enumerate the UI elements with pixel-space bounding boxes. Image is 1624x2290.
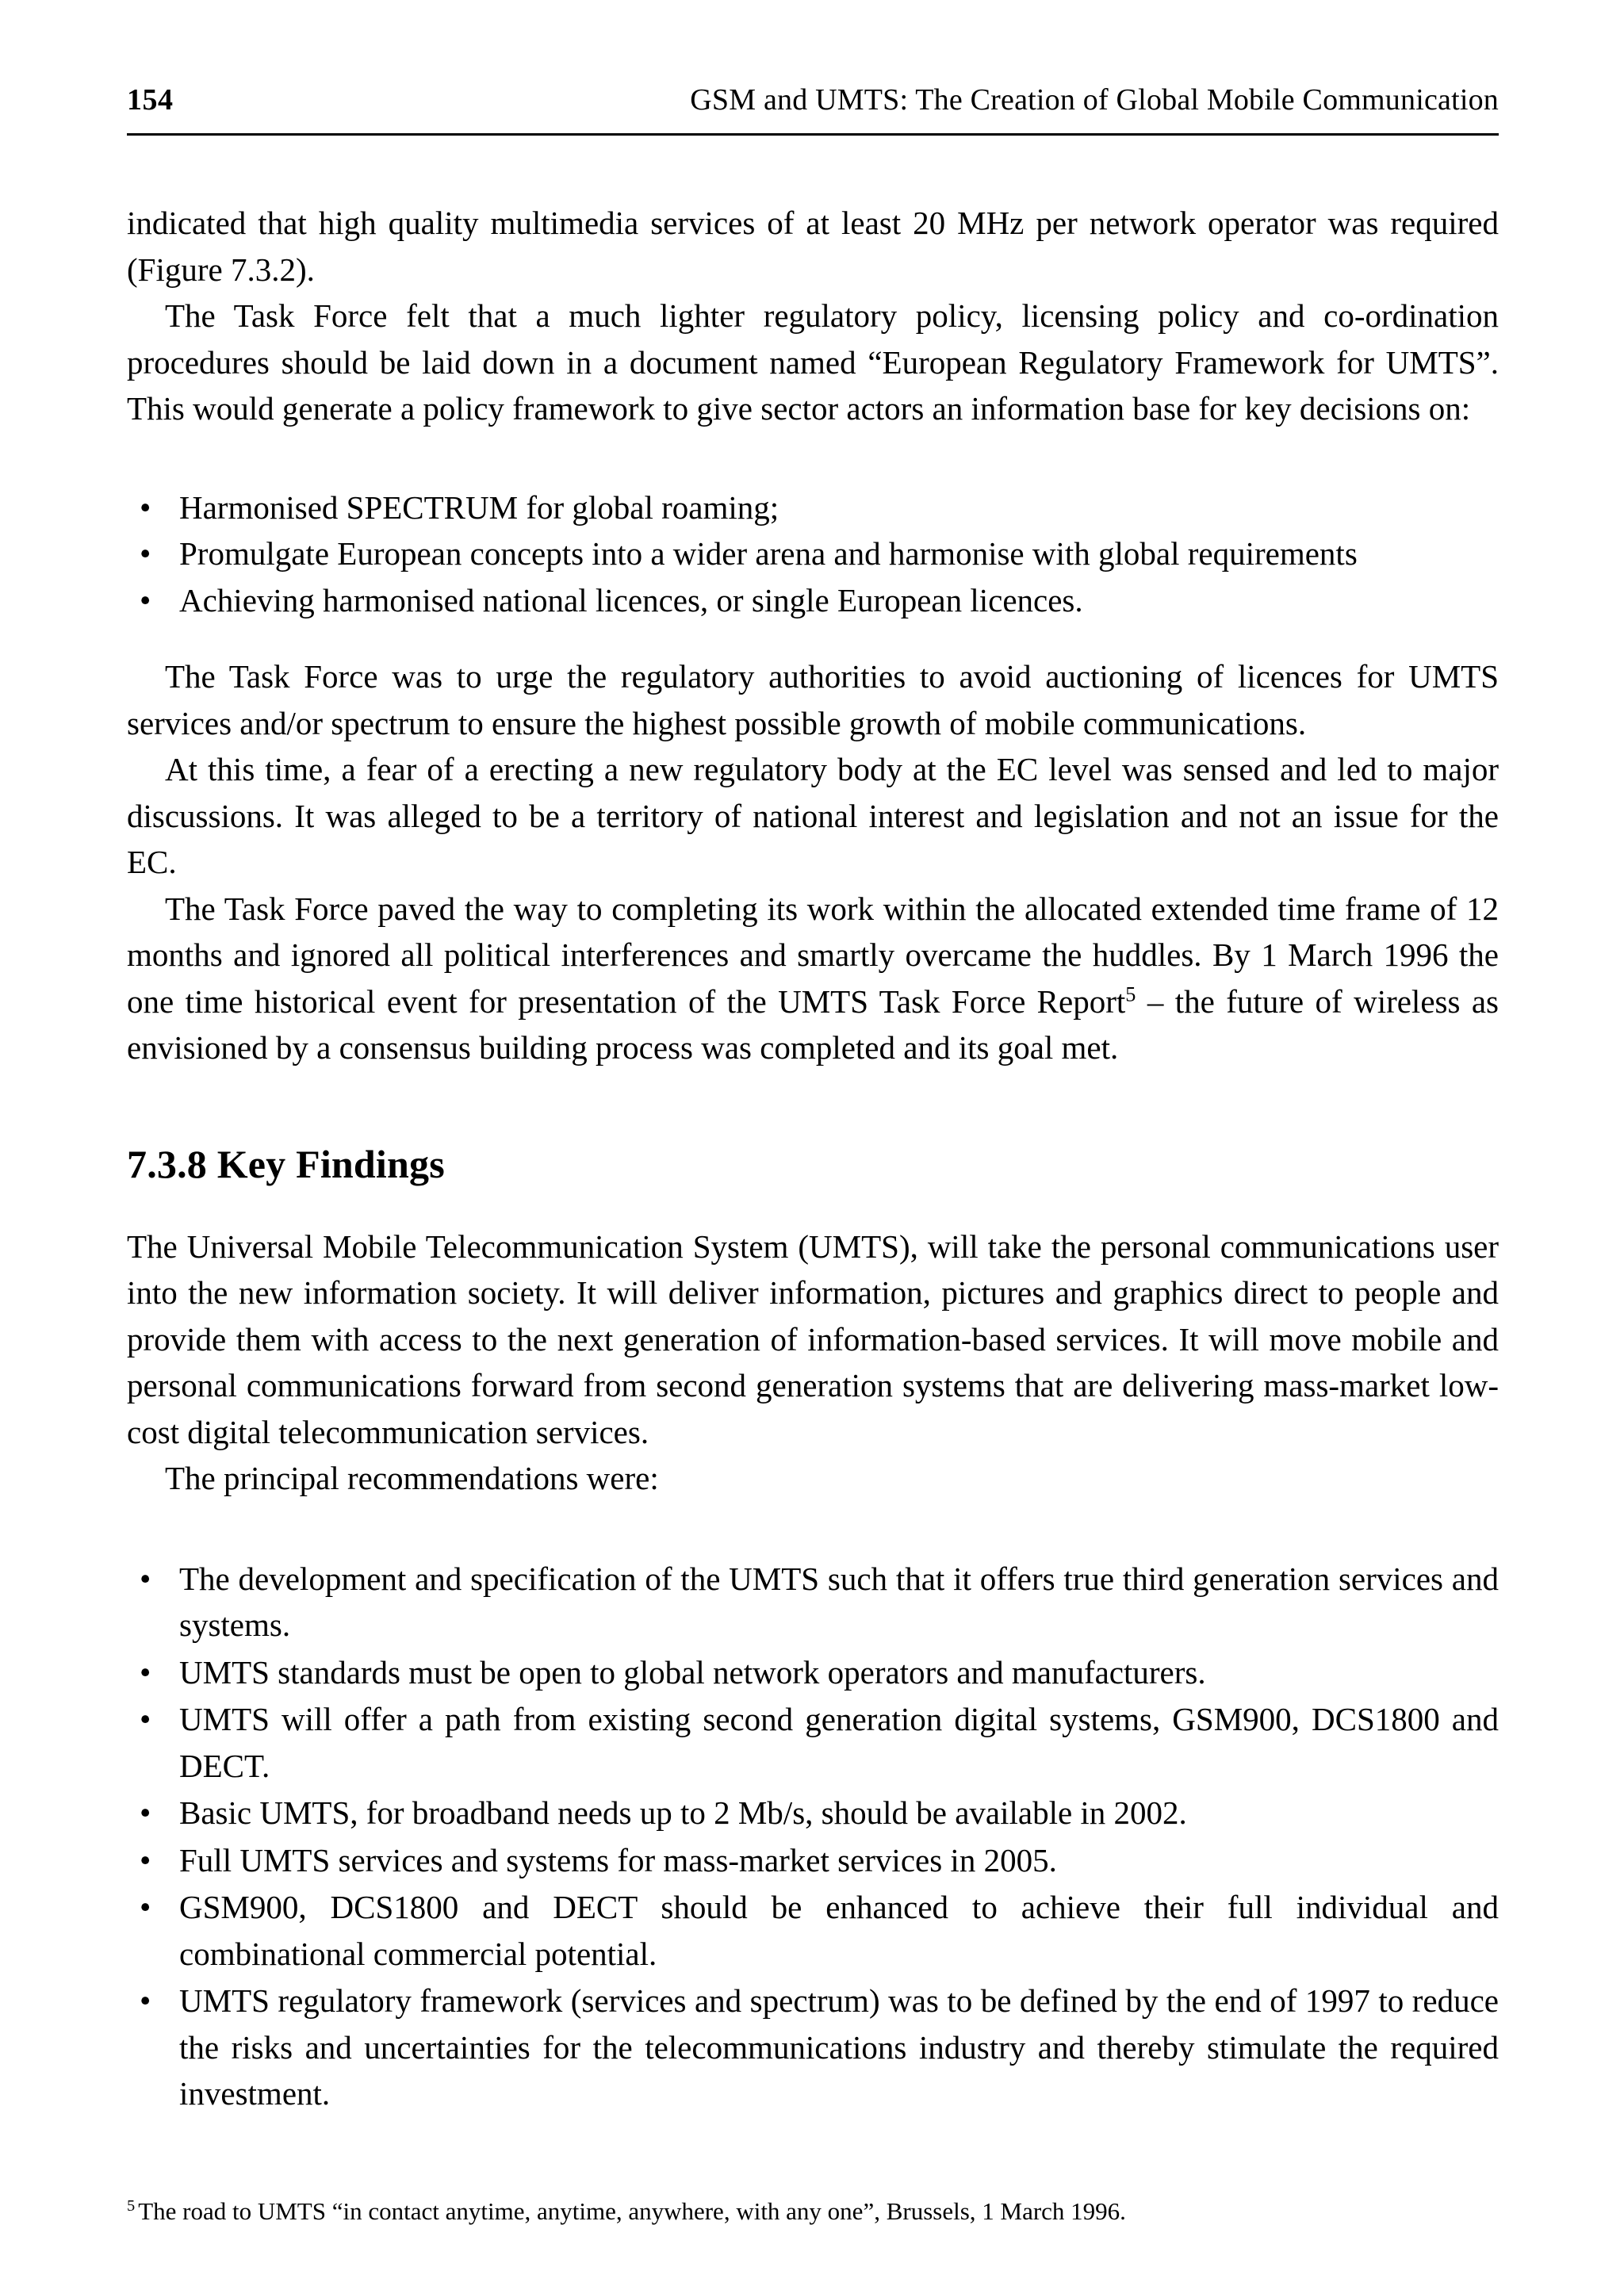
list-item-label: Promulgate European concepts into a wider arena and harmonise with global requirements bbox=[179, 535, 1358, 572]
spacer bbox=[127, 1502, 1499, 1524]
list-item-label: Full UMTS services and systems for mass-market services in 2005. bbox=[179, 1841, 1057, 1878]
table-row bbox=[127, 1790, 1499, 1836]
list-item-label: Achieving harmonised national licences, or single European licences. bbox=[179, 581, 1083, 618]
list-item-label: GSM900, DCS1800 and DECT should be enhanced to achieve their full individual and combinational commercial potential. bbox=[179, 1889, 1499, 1972]
text-column bbox=[127, 200, 1499, 2118]
paragraph-principal-recommendations: The principal recommendations were: bbox=[165, 1460, 659, 1496]
bullet-icon: • bbox=[140, 535, 151, 572]
table-row bbox=[127, 1884, 1499, 1977]
footnote-marker: 5 bbox=[127, 2196, 136, 2215]
list-recommendations bbox=[127, 1556, 1499, 2117]
paragraph-task-force-completion bbox=[127, 886, 1499, 1071]
paragraph-continued: indicated that high quality multimedia services of at least 20 MHz per network operator was required (Figure 7.3.2). bbox=[127, 205, 1499, 288]
table-row bbox=[127, 1978, 1499, 2117]
running-header bbox=[127, 82, 1499, 117]
list-item-label: UMTS regulatory framework (services and spectrum) was to be defined by the end of 1997 to reduce the risks and uncertainties for the telecommunications industry and thereby stimulate the required investment. bbox=[179, 1982, 1499, 2112]
list-item-label: UMTS standards must be open to global network operators and manufacturers. bbox=[179, 1653, 1206, 1691]
header-rule bbox=[127, 133, 1499, 136]
spacer bbox=[127, 1189, 1499, 1224]
bullet-icon: • bbox=[140, 1653, 151, 1691]
spacer bbox=[127, 1071, 1499, 1139]
bullet-icon: • bbox=[140, 1982, 151, 2019]
paragraph-avoid-auctioning: The Task Force was to urge the regulatory authorities to avoid auctioning of licences for UMTS services and/or spectrum to ensure the highest possible growth of mobile communications. bbox=[127, 658, 1499, 741]
list-item-label: The development and specification of the UMTS such that it offers true third generation services and systems. bbox=[179, 1560, 1499, 1643]
paragraph-task-force-regulatory: The Task Force felt that a much lighter regulatory policy, licensing policy and co-ordination procedures should be laid down in a document named “European Regulatory Framework for UMTS”. This would generate a policy framework to give sector actors an information base for key decisions on: bbox=[127, 297, 1499, 427]
list-item bbox=[127, 577, 1499, 624]
table-row bbox=[127, 1556, 1499, 1649]
table-row bbox=[127, 1837, 1499, 1884]
paragraph-text-before-footnote: The Task Force paved the way to completing its work within the allocated extended time frame of 12 months and ignored all political interferences and smartly overcame the huddles. By 1 March 1996 the one time historical event for presentation of the UMTS Task Force Report bbox=[127, 890, 1499, 1020]
list-item bbox=[127, 484, 1499, 531]
bullet-icon: • bbox=[140, 1841, 151, 1878]
list-item-label: Harmonised SPECTRUM for global roaming; bbox=[179, 488, 779, 526]
table-row bbox=[127, 1696, 1499, 1789]
paragraph-ec-regulatory-body: At this time, a fear of a erecting a new regulatory body at the EC level was sensed and led to major discussions. It was alleged to be a territory of national interest and legislation and not an issue for the EC. bbox=[127, 751, 1499, 880]
paragraph-umts-overview: The Universal Mobile Telecommunication System (UMTS), will take the personal communications user into the new information society. It will deliver information, pictures and graphics direct to people and provide them with access to the next generation of information-based services. It will move mobile and personal communications forward from second generation systems that are delivering mass-market low-cost digital telecommunication services. bbox=[127, 1227, 1499, 1450]
footnote-text: The road to UMTS “in contact anytime, anytime, anywhere, with any one”, Brussels, 1 March 1996. bbox=[138, 2197, 1126, 2225]
list-key-decisions bbox=[127, 484, 1499, 624]
bullet-icon: • bbox=[140, 1701, 151, 1737]
bullet-icon: • bbox=[140, 488, 151, 526]
table-row bbox=[127, 1649, 1499, 1696]
spacer bbox=[127, 432, 1499, 454]
book-title: GSM and UMTS: The Creation of Global Mobile Communication bbox=[690, 83, 1499, 117]
section-heading-key-findings: 7.3.8 Key Findings bbox=[127, 1141, 445, 1186]
footnote bbox=[127, 2195, 1499, 2228]
bullet-icon: • bbox=[140, 1560, 151, 1597]
bullet-icon: • bbox=[140, 1794, 151, 1831]
list-item-label: Basic UMTS, for broadband needs up to 2 Mb/s, should be available in 2002. bbox=[179, 1794, 1187, 1831]
footnote-reference: 5 bbox=[1125, 982, 1136, 1005]
bullet-icon: • bbox=[140, 581, 151, 618]
list-item bbox=[127, 530, 1499, 577]
paragraph-text-after-footnote: – the future of wireless as envisioned by a consensus building process was completed and its goal met. bbox=[127, 982, 1499, 1066]
bullet-icon: • bbox=[140, 1889, 151, 1925]
list-item-label: UMTS will offer a path from existing second generation digital systems, GSM900, DCS1800 and DECT. bbox=[179, 1701, 1499, 1784]
page-number: 154 bbox=[127, 83, 174, 117]
